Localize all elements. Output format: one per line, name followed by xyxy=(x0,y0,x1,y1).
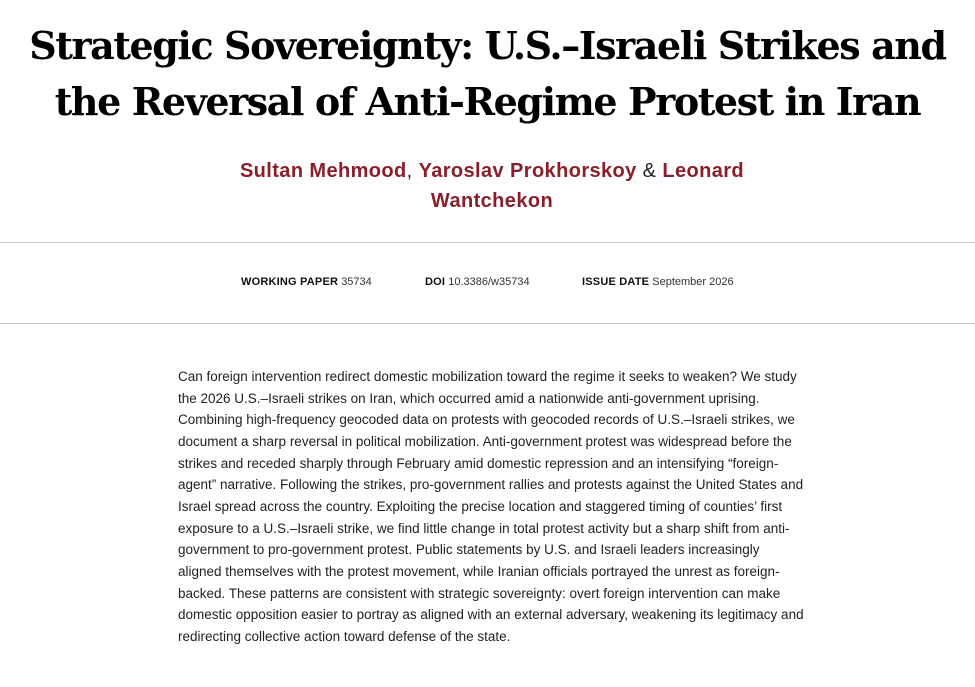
issue-date-value: September 2026 xyxy=(652,276,734,288)
author-separator: & xyxy=(636,160,663,182)
author-link-mehmood[interactable]: Sultan Mehmood xyxy=(239,160,407,182)
doi-label: DOI xyxy=(425,276,446,288)
working-paper-label: WORKING PAPER xyxy=(241,276,339,288)
working-paper-number xyxy=(241,275,372,289)
paper-title: Strategic Sovereignty: U.S.–Israeli Strikes and the Reversal of Anti-Regime Protest in Iran xyxy=(29,23,946,124)
author-separator: , xyxy=(406,160,419,182)
divider-bottom xyxy=(0,323,975,324)
author-link-prokhorskoy[interactable]: Yaroslav Prokhorskoy xyxy=(418,160,637,182)
working-paper-value: 35734 xyxy=(341,276,372,288)
doi-value: 10.3386/w35734 xyxy=(448,276,530,288)
issue-date-label: ISSUE DATE xyxy=(582,276,650,288)
author-list xyxy=(200,156,784,216)
divider-top xyxy=(0,242,975,243)
author-link-wantchekon[interactable]: Leonard Wantchekon xyxy=(430,160,745,212)
abstract-text: Can foreign intervention redirect domestic mobilization toward the regime it seeks to weaken? We study the 2026 U.S.–Israeli strikes on Iran, which occurred amid a nationwide anti-government uprising. Combining high-frequency geocoded data on protests with geocoded records of U.S.–Israeli strikes, we document a sharp reversal in political mobilization. Anti-government protest was widespread before the strikes and receded sharply through February amid domestic repression and an intensifying “foreign-agent” narrative. Following the strikes, pro-government rallies and protests against the United States and Israel spread across the country. Exploiting the precise location and staggered timing of counties’ first exposure to a U.S.–Israeli strike, we find little change in total protest activity but a sharp shift from anti-government to pro-government protest. Public statements by U.S. and Israeli leaders increasingly aligned themselves with the protest movement, while Iranian officials portrayed the unrest as foreign-backed. These patterns are consistent with strategic sovereignty: overt foreign intervention can make domestic opposition easier to portray as aligned with an external adversary, weakening its legitimacy and redirecting collective action toward defense of the state. xyxy=(178,369,804,644)
doi xyxy=(425,275,530,289)
issue-date xyxy=(582,275,734,289)
